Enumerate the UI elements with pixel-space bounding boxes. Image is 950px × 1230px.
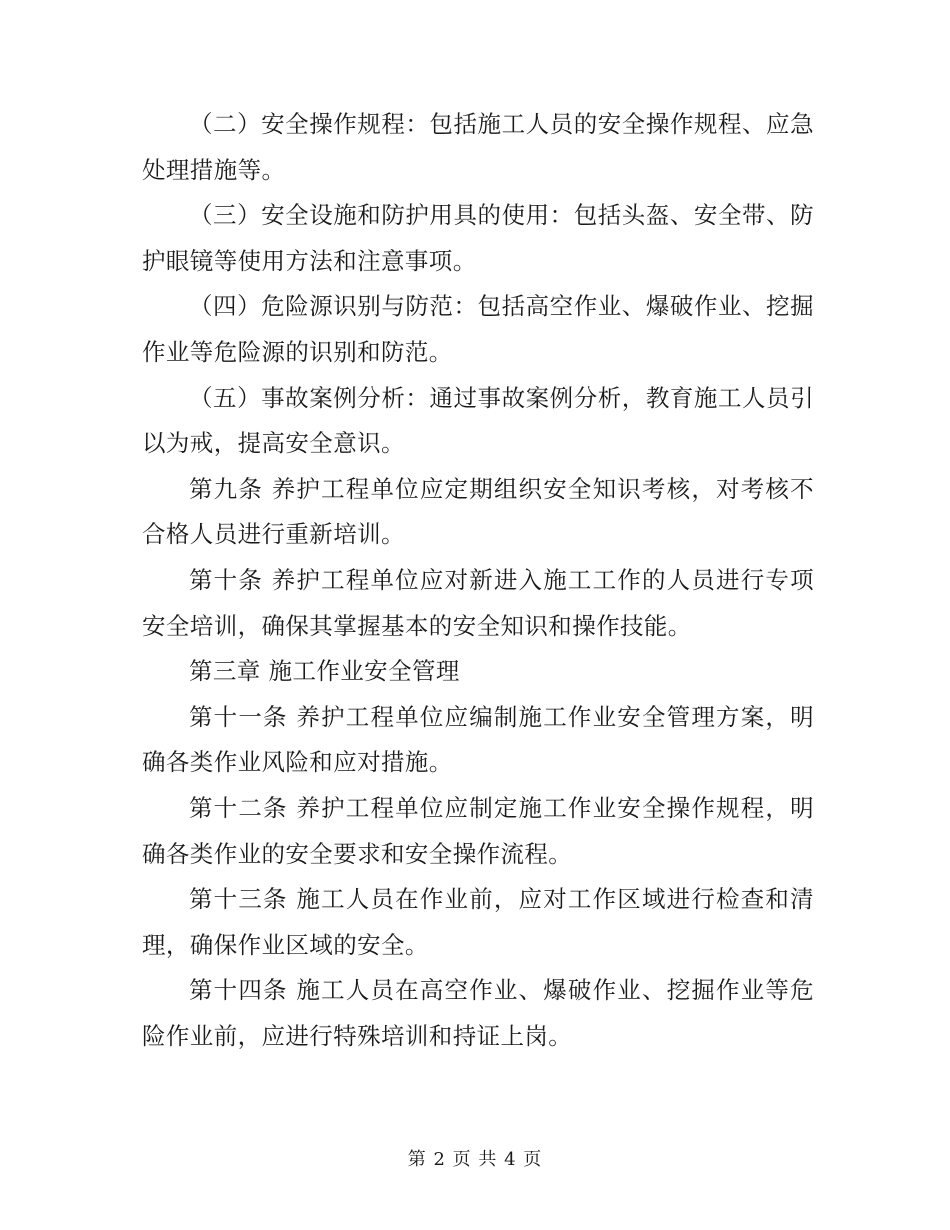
article-14: 第十四条 施工人员在高空作业、爆破作业、挖掘作业等危险作业前，应进行特殊培训和持证上岗。 xyxy=(142,976,814,1050)
article-9: 第九条 养护工程单位应定期组织安全知识考核，对考核不合格人员进行重新培训。 xyxy=(142,474,814,549)
page-number-footer: 第 2 页 共 4 页 xyxy=(407,1149,543,1170)
paragraph-item-4-hazard-identification: （四）危险源识别与防范：包括高空作业、爆破作业、挖掘作业等危险源的识别和防范。 xyxy=(142,292,814,366)
document-body xyxy=(142,102,814,1059)
article-13: 第十三条 施工人员在作业前，应对工作区域进行检查和清理，确保作业区域的安全。 xyxy=(142,885,814,959)
chapter-3-heading: 第三章 施工作业安全管理 xyxy=(189,657,460,686)
paragraph-item-3-protective-equipment: （三）安全设施和防护用具的使用：包括头盔、安全带、防护眼镜等使用方法和注意事项。 xyxy=(142,201,814,275)
paragraph-item-2-operating-rules: （二）安全操作规程：包括施工人员的安全操作规程、应急处理措施等。 xyxy=(142,110,814,184)
article-12: 第十二条 养护工程单位应制定施工作业安全操作规程，明确各类作业的安全要求和安全操作流程。 xyxy=(142,793,814,868)
paragraph-item-5-accident-cases: （五）事故案例分析：通过事故案例分析，教育施工人员引以为戒，提高安全意识。 xyxy=(142,383,814,458)
article-10: 第十条 养护工程单位应对新进入施工工作的人员进行专项安全培训，确保其掌握基本的安全知识和操作技能。 xyxy=(142,565,814,640)
article-11: 第十一条 养护工程单位应编制施工作业安全管理方案，明确各类作业风险和应对措施。 xyxy=(142,702,814,777)
